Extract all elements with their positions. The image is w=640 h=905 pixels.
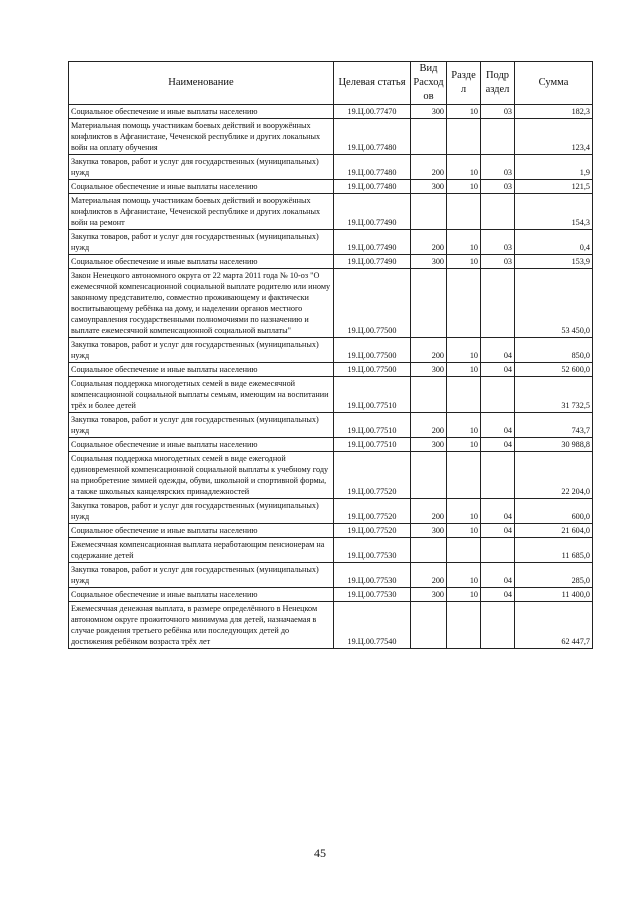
row-name: Закон Ненецкого автономного округа от 22 марта 2011 года № 10-оз "О ежемесячной компенсационной социальной выплате родителю или иному законному представителю, совместно проживающему и фактически воспитывающему ребёнка на дому, и наделении органов местного самоуправления государственными полномочиями по назначению и выплате ежемесячной компенсационной социальной выплаты" (69, 269, 334, 338)
row-sum: 11 685,0 (515, 538, 593, 563)
row-razdel: 10 (447, 413, 481, 438)
row-name: Социальное обеспечение и иные выплаты населению (69, 105, 334, 119)
row-code: 19.Ц.00.77530 (334, 563, 411, 588)
row-podrazdel: 04 (481, 338, 515, 363)
row-razdel: 10 (447, 155, 481, 180)
row-name: Социальное обеспечение и иные выплаты населению (69, 255, 334, 269)
row-sum: 285,0 (515, 563, 593, 588)
row-name: Закупка товаров, работ и услуг для государственных (муниципальных) нужд (69, 563, 334, 588)
row-vid: 200 (411, 499, 447, 524)
row-podrazdel: 04 (481, 438, 515, 452)
row-code: 19.Ц.00.77480 (334, 180, 411, 194)
row-razdel: 10 (447, 524, 481, 538)
row-code: 19.Ц.00.77510 (334, 377, 411, 413)
row-vid (411, 194, 447, 230)
row-podrazdel (481, 377, 515, 413)
row-vid (411, 269, 447, 338)
row-vid: 300 (411, 363, 447, 377)
row-vid: 200 (411, 155, 447, 180)
row-vid: 300 (411, 255, 447, 269)
row-razdel (447, 194, 481, 230)
row-sum: 850,0 (515, 338, 593, 363)
header-razdel: Разде л (447, 62, 481, 105)
row-podrazdel: 04 (481, 363, 515, 377)
row-podrazdel: 03 (481, 255, 515, 269)
row-code: 19.Ц.00.77520 (334, 452, 411, 499)
row-podrazdel: 04 (481, 413, 515, 438)
row-razdel (447, 119, 481, 155)
row-vid: 300 (411, 438, 447, 452)
row-vid: 300 (411, 105, 447, 119)
row-name: Материальная помощь участникам боевых действий и вооружённых конфликтов в Афганистане, Чеченской республике и других локальных войн на ремонт (69, 194, 334, 230)
row-sum: 21 604,0 (515, 524, 593, 538)
row-name: Материальная помощь участникам боевых действий и вооружённых конфликтов в Афганистане, Чеченской республике и других локальных войн на оплату обучения (69, 119, 334, 155)
table-row (69, 538, 593, 563)
table-row (69, 602, 593, 649)
table-body (69, 105, 593, 649)
row-sum: 743,7 (515, 413, 593, 438)
row-name: Закупка товаров, работ и услуг для государственных (муниципальных) нужд (69, 230, 334, 255)
row-sum: 30 988,8 (515, 438, 593, 452)
row-podrazdel: 04 (481, 588, 515, 602)
row-name: Ежемесячная компенсационная выплата неработающим пенсионерам на содержание детей (69, 538, 334, 563)
row-vid (411, 538, 447, 563)
row-podrazdel (481, 538, 515, 563)
row-sum: 53 450,0 (515, 269, 593, 338)
row-name: Социальное обеспечение и иные выплаты населению (69, 438, 334, 452)
row-razdel: 10 (447, 338, 481, 363)
row-razdel: 10 (447, 105, 481, 119)
row-razdel: 10 (447, 499, 481, 524)
row-vid: 200 (411, 230, 447, 255)
table-row (69, 269, 593, 338)
row-podrazdel (481, 452, 515, 499)
table-row (69, 524, 593, 538)
row-razdel: 10 (447, 363, 481, 377)
row-sum: 11 400,0 (515, 588, 593, 602)
row-podrazdel (481, 269, 515, 338)
row-vid: 200 (411, 563, 447, 588)
table-row (69, 255, 593, 269)
table-row (69, 363, 593, 377)
row-sum: 52 600,0 (515, 363, 593, 377)
row-code: 19.Ц.00.77510 (334, 438, 411, 452)
row-name: Социальное обеспечение и иные выплаты населению (69, 524, 334, 538)
row-sum: 600,0 (515, 499, 593, 524)
row-vid (411, 602, 447, 649)
row-sum: 153,9 (515, 255, 593, 269)
row-code: 19.Ц.00.77480 (334, 119, 411, 155)
table-row (69, 377, 593, 413)
row-name: Социальное обеспечение и иные выплаты населению (69, 588, 334, 602)
page-number: 45 (314, 846, 326, 860)
row-name: Закупка товаров, работ и услуг для государственных (муниципальных) нужд (69, 338, 334, 363)
table-header-row (69, 62, 593, 105)
table-row (69, 194, 593, 230)
row-sum: 123,4 (515, 119, 593, 155)
row-vid: 200 (411, 413, 447, 438)
row-podrazdel (481, 602, 515, 649)
row-razdel: 10 (447, 563, 481, 588)
row-code: 19.Ц.00.77500 (334, 363, 411, 377)
row-vid (411, 119, 447, 155)
row-razdel: 10 (447, 438, 481, 452)
row-name: Социальная поддержка многодетных семей в виде ежегодной единовременной компенсационной социальной выплаты к учебному году на приобретение зимней одежды, обуви, школьной и спортивной формы, а также школьных канцелярских принадлежностей (69, 452, 334, 499)
row-vid: 300 (411, 588, 447, 602)
row-code: 19.Ц.00.77470 (334, 105, 411, 119)
row-razdel (447, 538, 481, 563)
row-code: 19.Ц.00.77520 (334, 524, 411, 538)
row-code: 19.Ц.00.77510 (334, 413, 411, 438)
row-sum: 1,9 (515, 155, 593, 180)
row-name: Социальное обеспечение и иные выплаты населению (69, 180, 334, 194)
table-row (69, 563, 593, 588)
row-sum: 182,3 (515, 105, 593, 119)
row-code: 19.Ц.00.77540 (334, 602, 411, 649)
row-podrazdel: 03 (481, 155, 515, 180)
row-code: 19.Ц.00.77490 (334, 194, 411, 230)
row-code: 19.Ц.00.77530 (334, 588, 411, 602)
row-podrazdel (481, 119, 515, 155)
header-vid: Вид Расход ов (411, 62, 447, 105)
table-row (69, 413, 593, 438)
row-code: 19.Ц.00.77490 (334, 255, 411, 269)
row-sum: 22 204,0 (515, 452, 593, 499)
row-vid (411, 377, 447, 413)
row-vid: 300 (411, 524, 447, 538)
row-sum: 31 732,5 (515, 377, 593, 413)
row-sum: 0,4 (515, 230, 593, 255)
row-sum: 154,3 (515, 194, 593, 230)
budget-table (68, 61, 593, 649)
header-name: Наименование (69, 62, 334, 105)
row-sum: 121,5 (515, 180, 593, 194)
row-razdel (447, 377, 481, 413)
table-row (69, 119, 593, 155)
table-row (69, 452, 593, 499)
header-sum: Сумма (515, 62, 593, 105)
row-code: 19.Ц.00.77520 (334, 499, 411, 524)
row-podrazdel: 04 (481, 563, 515, 588)
table-row (69, 230, 593, 255)
table-row (69, 499, 593, 524)
table-row (69, 105, 593, 119)
row-code: 19.Ц.00.77480 (334, 155, 411, 180)
row-podrazdel (481, 194, 515, 230)
row-vid: 200 (411, 338, 447, 363)
row-name: Социальная поддержка многодетных семей в виде ежемесячной компенсационной социальной выплаты семьям, имеющим на воспитании трёх и более детей (69, 377, 334, 413)
row-code: 19.Ц.00.77530 (334, 538, 411, 563)
row-razdel: 10 (447, 588, 481, 602)
row-razdel: 10 (447, 180, 481, 194)
row-code: 19.Ц.00.77490 (334, 230, 411, 255)
table-row (69, 338, 593, 363)
row-sum: 62 447,7 (515, 602, 593, 649)
row-code: 19.Ц.00.77500 (334, 269, 411, 338)
row-razdel: 10 (447, 255, 481, 269)
row-vid: 300 (411, 180, 447, 194)
table-row (69, 588, 593, 602)
row-name: Закупка товаров, работ и услуг для государственных (муниципальных) нужд (69, 155, 334, 180)
row-podrazdel: 03 (481, 180, 515, 194)
header-podrazdel: Подр аздел (481, 62, 515, 105)
table-row (69, 438, 593, 452)
row-podrazdel: 04 (481, 499, 515, 524)
row-razdel (447, 452, 481, 499)
row-name: Ежемесячная денежная выплата, в размере определённого в Ненецком автономном округе прожиточного минимума для детей, назначаемая в случае рождения третьего ребёнка или последующих детей до достижения ребёнком возраста трёх лет (69, 602, 334, 649)
row-vid (411, 452, 447, 499)
row-name: Закупка товаров, работ и услуг для государственных (муниципальных) нужд (69, 499, 334, 524)
row-razdel (447, 602, 481, 649)
table-row (69, 180, 593, 194)
row-name: Социальное обеспечение и иные выплаты населению (69, 363, 334, 377)
row-name: Закупка товаров, работ и услуг для государственных (муниципальных) нужд (69, 413, 334, 438)
row-podrazdel: 04 (481, 524, 515, 538)
header-code: Целевая статья (334, 62, 411, 105)
row-razdel (447, 269, 481, 338)
table-row (69, 155, 593, 180)
row-podrazdel: 03 (481, 105, 515, 119)
row-razdel: 10 (447, 230, 481, 255)
row-podrazdel: 03 (481, 230, 515, 255)
row-code: 19.Ц.00.77500 (334, 338, 411, 363)
